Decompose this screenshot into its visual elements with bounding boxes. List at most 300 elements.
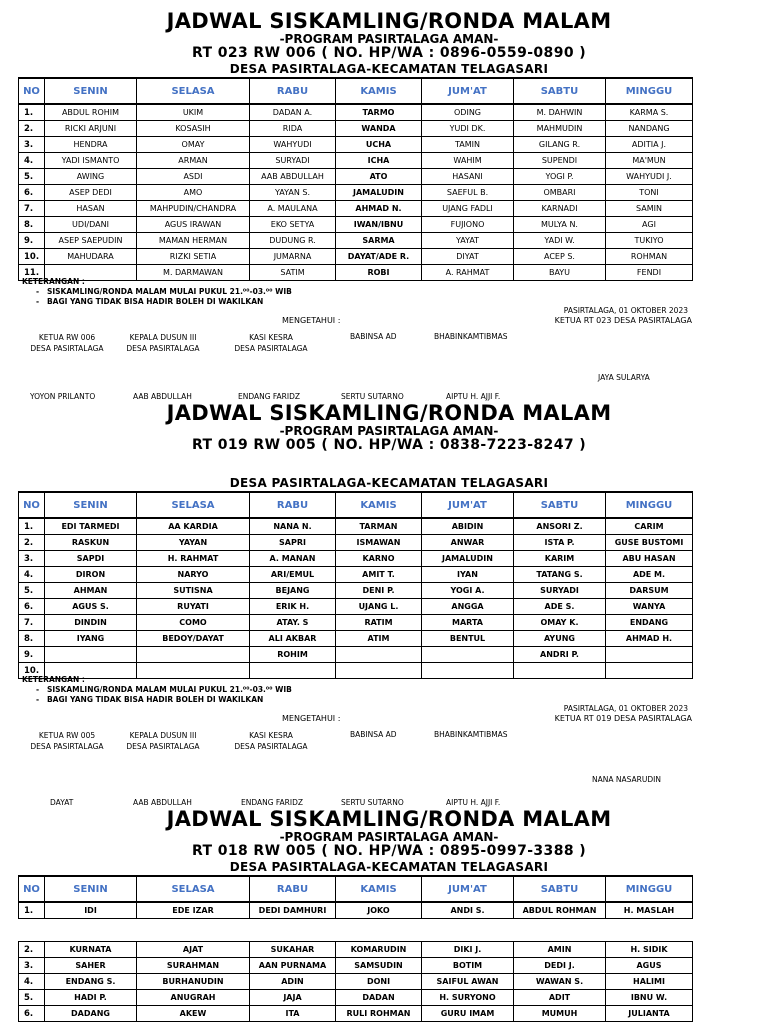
- table-cell: MULYA N.: [514, 217, 606, 233]
- table-row: [19, 153, 693, 169]
- desa-label: DESA PASIRTALAGA: [126, 344, 200, 353]
- table-header-row: [19, 492, 693, 518]
- table-cell: SAMSUDIN: [336, 958, 422, 974]
- table-cell: M. DARMAWAN: [137, 265, 250, 281]
- table-cell: EKO SETYA: [250, 217, 336, 233]
- row-number: 6.: [19, 185, 45, 201]
- table-cell: IYANG: [45, 631, 137, 647]
- table-cell: ISTA P.: [514, 535, 606, 551]
- table-row: [19, 902, 693, 919]
- table-cell: HALIMI: [606, 974, 693, 990]
- table-cell: DUDUNG R.: [250, 233, 336, 249]
- column-header: SABTU: [514, 78, 606, 104]
- table-row: [19, 217, 693, 233]
- table-cell: WANDA: [336, 121, 422, 137]
- table-cell: TUKIYO: [606, 233, 693, 249]
- table-cell: ALI AKBAR: [250, 631, 336, 647]
- row-number: 4.: [19, 567, 45, 583]
- column-header: JUM'AT: [422, 78, 514, 104]
- table-cell: TONI: [606, 185, 693, 201]
- table-cell: HASAN: [45, 201, 137, 217]
- table-cell: AHMAD H.: [606, 631, 693, 647]
- table-cell: M. DAHWIN: [514, 104, 606, 121]
- row-number: 11.: [19, 265, 45, 281]
- ketua-rw-name: YOYON PRILANTO: [30, 392, 96, 401]
- table-cell: DIRON: [45, 567, 137, 583]
- schedule-title: JADWAL SISKAMLING/RONDA MALAM: [166, 9, 612, 33]
- table-cell: ICHA: [336, 153, 422, 169]
- table-cell: ADE M.: [606, 567, 693, 583]
- table-cell: OMAY: [137, 137, 250, 153]
- table-cell: AA KARDIA: [137, 518, 250, 535]
- table-cell: ASEP SAEPUDIN: [45, 233, 137, 249]
- table-row: [19, 974, 693, 990]
- table-cell: WAHIM: [422, 153, 514, 169]
- table-cell: DARSUM: [606, 583, 693, 599]
- table-cell: ANDI S.: [422, 902, 514, 919]
- table-cell: RIZKI SETIA: [137, 249, 250, 265]
- table-cell: H. RAHMAT: [137, 551, 250, 567]
- table-cell: AGUS IRAWAN: [137, 217, 250, 233]
- table-cell: YADI W.: [514, 233, 606, 249]
- table-cell: KOSASIH: [137, 121, 250, 137]
- table-cell: SAMIN: [606, 201, 693, 217]
- table-cell: SURAHMAN: [137, 958, 250, 974]
- row-number: 7.: [19, 615, 45, 631]
- row-number: 6.: [19, 599, 45, 615]
- table-cell: ADE S.: [514, 599, 606, 615]
- table-cell: JOKO: [336, 902, 422, 919]
- kepala-dusun-signature: [120, 332, 206, 354]
- table-cell: AAB ABDULLAH: [250, 169, 336, 185]
- ketua-rw-signature: [22, 730, 112, 752]
- table-header-row: [19, 78, 693, 104]
- table-cell: AYUNG: [514, 631, 606, 647]
- table-cell: DEDI J.: [514, 958, 606, 974]
- table-cell: TARMAN: [336, 518, 422, 535]
- table-cell: BOTIM: [422, 958, 514, 974]
- table-row: [19, 942, 693, 958]
- table-cell: ABIDIN: [422, 518, 514, 535]
- notes-line-2: BAGI YANG TIDAK BISA HADIR BOLEH DI WAKILKAN: [46, 297, 264, 306]
- column-header: SABTU: [514, 876, 606, 902]
- table-cell: ROBI: [336, 265, 422, 281]
- notes-item: - BAGI YANG TIDAK BISA HADIR BOLEH DI WAKILKAN: [36, 297, 264, 306]
- table-cell: JUMARNA: [250, 249, 336, 265]
- table-cell: MARTA: [422, 615, 514, 631]
- desa-label: DESA PASIRTALAGA: [234, 742, 308, 751]
- column-header: MINGGU: [606, 876, 693, 902]
- table-cell: ENDANG: [606, 615, 693, 631]
- table-cell: SAPDI: [45, 551, 137, 567]
- schedule-title: JADWAL SISKAMLING/RONDA MALAM: [166, 401, 612, 425]
- table-cell: NANDANG: [606, 121, 693, 137]
- schedule-table-continued: [18, 941, 693, 1022]
- table-cell: TAMIN: [422, 137, 514, 153]
- table-cell: ANUGRAH: [137, 990, 250, 1006]
- row-number: 1.: [19, 902, 45, 919]
- table-cell: UJANG L.: [336, 599, 422, 615]
- desa-label: DESA PASIRTALAGA: [30, 742, 104, 751]
- column-header: SENIN: [45, 78, 137, 104]
- table-row: [19, 631, 693, 647]
- table-row: [19, 1006, 693, 1022]
- table-cell: SUPENDI: [514, 153, 606, 169]
- table-cell: H. MASLAH: [606, 902, 693, 919]
- schedule-title: JADWAL SISKAMLING/RONDA MALAM: [166, 807, 612, 831]
- table-cell: YAYAN: [137, 535, 250, 551]
- table-cell: AGUS: [606, 958, 693, 974]
- table-cell: CARIM: [606, 518, 693, 535]
- column-header: JUM'AT: [422, 492, 514, 518]
- table-cell: FENDI: [606, 265, 693, 281]
- table-cell: ISMAWAN: [336, 535, 422, 551]
- ketua-rw-label: KETUA RW 005: [38, 731, 96, 740]
- notes-line-1: SISKAMLING/RONDA MALAM MULAI PUKUL 21.⁰⁰-03.⁰⁰ WIB: [46, 287, 292, 296]
- table-row: [19, 615, 693, 631]
- bhabinkamtibmas-name: AIPTU H. AJJI F.: [446, 392, 501, 401]
- table-cell: [137, 647, 250, 663]
- table-cell: ANSORI Z.: [514, 518, 606, 535]
- table-cell: KURNATA: [45, 942, 137, 958]
- table-cell: ATAY. S: [250, 615, 336, 631]
- table-cell: JULIANTA: [606, 1006, 693, 1022]
- table-row: [19, 201, 693, 217]
- table-cell: KARMA S.: [606, 104, 693, 121]
- table-row: [19, 599, 693, 615]
- table-cell: MUMUH: [514, 1006, 606, 1022]
- table-cell: DADAN: [336, 990, 422, 1006]
- babinsa-label: BABINSA AD: [350, 730, 397, 739]
- table-cell: TATANG S.: [514, 567, 606, 583]
- mengetahui-label: MENGETAHUI :: [282, 714, 341, 723]
- column-header: JUM'AT: [422, 876, 514, 902]
- table-row: [19, 647, 693, 663]
- program-subtitle: -PROGRAM PASIRTALAGA AMAN-: [279, 830, 499, 844]
- table-cell: FUJIONO: [422, 217, 514, 233]
- column-header: SELASA: [137, 492, 250, 518]
- schedule-table: [18, 875, 693, 919]
- table-cell: ITA: [250, 1006, 336, 1022]
- table-cell: EDE IZAR: [137, 902, 250, 919]
- table-row: [19, 169, 693, 185]
- table-cell: SATIM: [250, 265, 336, 281]
- table-row: [19, 249, 693, 265]
- table-row: [19, 185, 693, 201]
- table-cell: IWAN/IBNU: [336, 217, 422, 233]
- babinsa-name: SERTU SUTARNO: [341, 392, 404, 401]
- ketua-rw-label: KETUA RW 006: [38, 333, 96, 342]
- kasi-kesra-label: KASI KESRA: [249, 731, 293, 740]
- babinsa-label: BABINSA AD: [350, 332, 397, 341]
- table-cell: ERIK H.: [250, 599, 336, 615]
- table-cell: [45, 647, 137, 663]
- table-cell: ROHIM: [250, 647, 336, 663]
- table-row: [19, 990, 693, 1006]
- table-cell: JAJA: [250, 990, 336, 1006]
- table-cell: RULI ROHMAN: [336, 1006, 422, 1022]
- program-subtitle: -PROGRAM PASIRTALAGA AMAN-: [279, 32, 499, 46]
- row-number: 2.: [19, 121, 45, 137]
- table-cell: GILANG R.: [514, 137, 606, 153]
- column-header: RABU: [250, 78, 336, 104]
- table-cell: YAYAT: [422, 233, 514, 249]
- table-cell: UCHA: [336, 137, 422, 153]
- schedule-table: [18, 491, 693, 679]
- column-header: SELASA: [137, 78, 250, 104]
- column-header: KAMIS: [336, 78, 422, 104]
- table-cell: JAMALUDIN: [336, 185, 422, 201]
- table-cell: ASDI: [137, 169, 250, 185]
- column-header: RABU: [250, 876, 336, 902]
- table-cell: ACEP S.: [514, 249, 606, 265]
- table-cell: AMIN: [514, 942, 606, 958]
- table-cell: RUYATI: [137, 599, 250, 615]
- program-subtitle: -PROGRAM PASIRTALAGA AMAN-: [279, 424, 499, 438]
- table-cell: DEDI DAMHURI: [250, 902, 336, 919]
- kasi-kesra-signature: [228, 332, 314, 354]
- table-cell: KARIM: [514, 551, 606, 567]
- notes-item: - SISKAMLING/RONDA MALAM MULAI PUKUL 21.⁰⁰-03.⁰⁰ WIB: [36, 287, 292, 296]
- row-number: 7.: [19, 201, 45, 217]
- column-header: SELASA: [137, 876, 250, 902]
- table-cell: UDI/DANI: [45, 217, 137, 233]
- kepala-dusun-label: KEPALA DUSUN III: [129, 333, 197, 342]
- column-header: NO: [19, 492, 45, 518]
- table-cell: ARMAN: [137, 153, 250, 169]
- notes-block: [22, 675, 292, 705]
- kasi-kesra-signature: [228, 730, 314, 752]
- row-number: 5.: [19, 990, 45, 1006]
- notes-item: - BAGI YANG TIDAK BISA HADIR BOLEH DI WAKILKAN: [36, 695, 264, 704]
- table-cell: RATIM: [336, 615, 422, 631]
- table-cell: KARNADI: [514, 201, 606, 217]
- kepala-dusun-name: AAB ABDULLAH: [133, 798, 192, 807]
- table-cell: BEJANG: [250, 583, 336, 599]
- table-row: [19, 137, 693, 153]
- table-cell: AMO: [137, 185, 250, 201]
- table-cell: AAN PURNAMA: [250, 958, 336, 974]
- table-cell: SURYADI: [250, 153, 336, 169]
- desa-label: DESA PASIRTALAGA: [30, 344, 104, 353]
- table-cell: A. MAULANA: [250, 201, 336, 217]
- column-header: SENIN: [45, 876, 137, 902]
- table-cell: ANWAR: [422, 535, 514, 551]
- notes-line-2: BAGI YANG TIDAK BISA HADIR BOLEH DI WAKILKAN: [46, 695, 264, 704]
- column-header: RABU: [250, 492, 336, 518]
- kasi-kesra-label: KASI KESRA: [249, 333, 293, 342]
- kepala-dusun-name: AAB ABDULLAH: [133, 392, 192, 401]
- ketua-rt-name: JAYA SULARYA: [598, 373, 650, 382]
- kepala-dusun-signature: [120, 730, 206, 752]
- table-cell: OMAY K.: [514, 615, 606, 631]
- table-cell: BAYU: [514, 265, 606, 281]
- bhabinkamtibmas-label: BHABINKAMTIBMAS: [434, 332, 508, 341]
- row-number: 8.: [19, 631, 45, 647]
- row-number: 10.: [19, 663, 45, 679]
- column-header: KAMIS: [336, 492, 422, 518]
- table-cell: WAHYUDI J.: [606, 169, 693, 185]
- table-cell: ATIM: [336, 631, 422, 647]
- table-cell: SARMA: [336, 233, 422, 249]
- row-number: 2.: [19, 942, 45, 958]
- table-cell: JAMALUDIN: [422, 551, 514, 567]
- column-header: SABTU: [514, 492, 606, 518]
- table-cell: ANGGA: [422, 599, 514, 615]
- desa-line: DESA PASIRTALAGA-KECAMATAN TELAGASARI: [229, 476, 549, 490]
- table-row: [19, 958, 693, 974]
- ketua-rt-label: KETUA RT 019 DESA PASIRTALAGA: [554, 714, 692, 723]
- desa-label: DESA PASIRTALAGA: [234, 344, 308, 353]
- table-row: [19, 121, 693, 137]
- table-cell: GUSE BUSTOMI: [606, 535, 693, 551]
- table-cell: H. SIDIK: [606, 942, 693, 958]
- row-number: 10.: [19, 249, 45, 265]
- table-cell: SAHER: [45, 958, 137, 974]
- table-cell: YUDI DK.: [422, 121, 514, 137]
- table-cell: [606, 663, 693, 679]
- table-cell: HADI P.: [45, 990, 137, 1006]
- desa-line: DESA PASIRTALAGA-KECAMATAN TELAGASARI: [229, 62, 549, 76]
- notes-title: KETERANGAN :: [22, 277, 85, 286]
- rt-contact-line: RT 019 RW 005 ( NO. HP/WA : 0838-7223-8247 ): [191, 437, 587, 453]
- table-cell: SURYADI: [514, 583, 606, 599]
- table-cell: COMO: [137, 615, 250, 631]
- table-cell: TARMO: [336, 104, 422, 121]
- column-header: KAMIS: [336, 876, 422, 902]
- table-cell: HASANI: [422, 169, 514, 185]
- table-cell: RICKI ARJUNI: [45, 121, 137, 137]
- row-number: 6.: [19, 1006, 45, 1022]
- table-cell: OMBARI: [514, 185, 606, 201]
- row-number: 9.: [19, 647, 45, 663]
- table-cell: HENDRA: [45, 137, 137, 153]
- rt-contact-line: RT 018 RW 005 ( NO. HP/WA : 0895-0997-3388 ): [191, 843, 587, 859]
- column-header: NO: [19, 78, 45, 104]
- table-cell: ASEP DEDI: [45, 185, 137, 201]
- table-cell: SAIFUL AWAN: [422, 974, 514, 990]
- table-cell: [422, 663, 514, 679]
- rt-contact-line: RT 023 RW 006 ( NO. HP/WA : 0896-0559-0890 ): [191, 45, 587, 61]
- row-number: 9.: [19, 233, 45, 249]
- table-cell: [606, 647, 693, 663]
- table-cell: ENDANG S.: [45, 974, 137, 990]
- table-cell: YOGI P.: [514, 169, 606, 185]
- table-cell: IBNU W.: [606, 990, 693, 1006]
- table-cell: MA'MUN: [606, 153, 693, 169]
- row-number: 1.: [19, 104, 45, 121]
- table-cell: ARI/EMUL: [250, 567, 336, 583]
- mengetahui-label: MENGETAHUI :: [282, 316, 341, 325]
- ketua-rw-name: DAYAT: [50, 798, 74, 807]
- table-cell: KOMARUDIN: [336, 942, 422, 958]
- table-cell: MAHMUDIN: [514, 121, 606, 137]
- desa-label: DESA PASIRTALAGA: [126, 742, 200, 751]
- table-row: [19, 551, 693, 567]
- table-cell: SUTISNA: [137, 583, 250, 599]
- table-cell: WAWAN S.: [514, 974, 606, 990]
- table-cell: WANYA: [606, 599, 693, 615]
- table-cell: NARYO: [137, 567, 250, 583]
- table-row: [19, 233, 693, 249]
- table-cell: NANA N.: [250, 518, 336, 535]
- row-number: 5.: [19, 169, 45, 185]
- table-cell: MAMAN HERMAN: [137, 233, 250, 249]
- notes-line-1: SISKAMLING/RONDA MALAM MULAI PUKUL 21.⁰⁰-03.⁰⁰ WIB: [46, 685, 292, 694]
- babinsa-name: SERTU SUTARNO: [341, 798, 404, 807]
- table-cell: AGI: [606, 217, 693, 233]
- table-cell: DENI P.: [336, 583, 422, 599]
- kepala-dusun-label: KEPALA DUSUN III: [129, 731, 197, 740]
- ketua-rt-label: KETUA RT 023 DESA PASIRTALAGA: [554, 316, 692, 325]
- table-cell: [336, 663, 422, 679]
- table-row: [19, 104, 693, 121]
- table-cell: GURU IMAM: [422, 1006, 514, 1022]
- table-cell: SAPRI: [250, 535, 336, 551]
- table-cell: SAEFUL B.: [422, 185, 514, 201]
- table-cell: YAYAN S.: [250, 185, 336, 201]
- table-cell: AMIT T.: [336, 567, 422, 583]
- table-cell: IDI: [45, 902, 137, 919]
- table-header-row: [19, 876, 693, 902]
- table-cell: BENTUL: [422, 631, 514, 647]
- column-header: SENIN: [45, 492, 137, 518]
- column-header: MINGGU: [606, 78, 693, 104]
- table-cell: UKIM: [137, 104, 250, 121]
- table-cell: ADIN: [250, 974, 336, 990]
- column-header: MINGGU: [606, 492, 693, 518]
- kasi-kesra-name: ENDANG FARIDZ: [238, 392, 301, 401]
- row-number: 4.: [19, 974, 45, 990]
- table-cell: ANDRI P.: [514, 647, 606, 663]
- row-number: 3.: [19, 551, 45, 567]
- kasi-kesra-name: ENDANG FARIDZ: [241, 798, 304, 807]
- table-cell: [422, 647, 514, 663]
- table-cell: AGUS S.: [45, 599, 137, 615]
- table-cell: RASKUN: [45, 535, 137, 551]
- table-row: [19, 567, 693, 583]
- table-cell: A. RAHMAT: [422, 265, 514, 281]
- table-cell: [336, 647, 422, 663]
- ketua-rw-signature: [22, 332, 112, 354]
- table-cell: MAHUDARA: [45, 249, 137, 265]
- table-cell: AHMAD N.: [336, 201, 422, 217]
- table-cell: KARNO: [336, 551, 422, 567]
- table-cell: [514, 663, 606, 679]
- table-cell: DADANG: [45, 1006, 137, 1022]
- row-number: 3.: [19, 137, 45, 153]
- table-cell: AWING: [45, 169, 137, 185]
- table-cell: YOGI A.: [422, 583, 514, 599]
- table-cell: ABDUL ROHMAN: [514, 902, 606, 919]
- table-cell: YADI ISMANTO: [45, 153, 137, 169]
- table-cell: DIKI J.: [422, 942, 514, 958]
- table-cell: DINDIN: [45, 615, 137, 631]
- row-number: 2.: [19, 535, 45, 551]
- row-number: 1.: [19, 518, 45, 535]
- table-cell: BEDOY/DAYAT: [137, 631, 250, 647]
- table-cell: ADIT: [514, 990, 606, 1006]
- table-cell: ROHMAN: [606, 249, 693, 265]
- table-row: [19, 518, 693, 535]
- table-cell: AJAT: [137, 942, 250, 958]
- table-cell: DIYAT: [422, 249, 514, 265]
- table-cell: UJANG FADLI: [422, 201, 514, 217]
- table-cell: ABU HASAN: [606, 551, 693, 567]
- notes-item: - SISKAMLING/RONDA MALAM MULAI PUKUL 21.⁰⁰-03.⁰⁰ WIB: [36, 685, 292, 694]
- table-cell: WAHYUDI: [250, 137, 336, 153]
- table-cell: MAHPUDIN/CHANDRA: [137, 201, 250, 217]
